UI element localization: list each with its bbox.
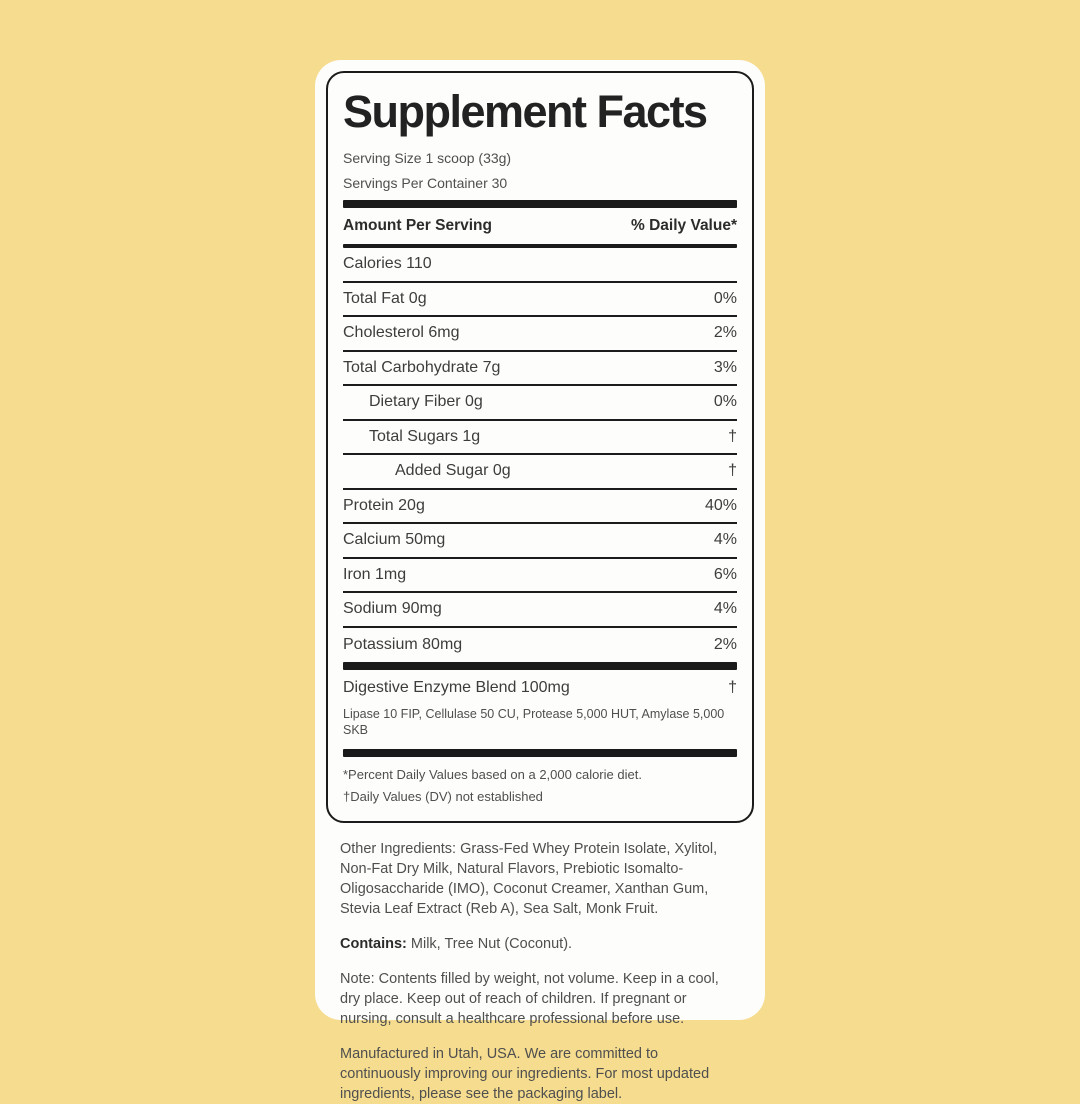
note-text: Note: Contents filled by weight, not volume. Keep in a cool, dry place. Keep out of reach of children. If pregnant or nursing, consult a healthcare professional before use. xyxy=(340,970,719,1027)
nutrient-daily-value: 4% xyxy=(713,531,737,549)
servings-per-container: Servings Per Container 30 xyxy=(343,175,508,191)
nutrient-row-calories xyxy=(343,248,737,283)
nutrient-name: Total Sugars 1g xyxy=(369,427,481,445)
nutrient-daily-value: 3% xyxy=(713,358,737,376)
nutrient-daily-value: 4% xyxy=(713,600,737,618)
nutrient-name: Calcium 50mg xyxy=(343,531,446,549)
nutrient-daily-value: 0% xyxy=(713,393,737,411)
nutrient-row-sodium xyxy=(343,593,737,628)
nutrient-row-protein xyxy=(343,490,737,525)
enzyme-blend-daily-value: † xyxy=(728,679,737,696)
nutrient-row-total-sugars xyxy=(343,421,737,456)
column-header-row xyxy=(343,208,737,244)
divider-thick-enzyme-bottom xyxy=(343,749,737,757)
footnote-dv-not-established: †Daily Values (DV) not established xyxy=(343,788,543,804)
nutrient-daily-value: 2% xyxy=(713,324,737,342)
supplement-facts-panel xyxy=(326,71,754,823)
enzyme-blend-details: Lipase 10 FIP, Cellulase 50 CU, Protease 5,000 HUT, Amylase 5,000 SKB xyxy=(343,707,725,738)
contains-line xyxy=(340,934,740,954)
nutrient-daily-value: 6% xyxy=(713,565,737,583)
nutrient-daily-value: 2% xyxy=(713,635,737,653)
nutrient-daily-value: † xyxy=(728,462,737,480)
serving-size: Serving Size 1 scoop (33g) xyxy=(343,150,512,166)
divider-thick-enzyme-top xyxy=(343,662,737,670)
nutrient-name: Iron 1mg xyxy=(343,565,407,583)
nutrient-row-calcium xyxy=(343,524,737,559)
footnotes xyxy=(343,757,737,804)
enzyme-blend-name: Digestive Enzyme Blend 100mg xyxy=(343,679,570,696)
contains-label: Contains: xyxy=(340,935,407,952)
nutrient-name: Sodium 90mg xyxy=(343,600,442,618)
nutrient-name: Potassium 80mg xyxy=(343,635,463,653)
nutrient-row-total-fat xyxy=(343,283,737,318)
footnote-percent-daily-value: *Percent Daily Values based on a 2,000 calorie diet. xyxy=(343,766,642,782)
label-bottom-section xyxy=(326,823,754,1104)
daily-value-label: % Daily Value* xyxy=(631,217,737,234)
nutrient-daily-value: 40% xyxy=(704,496,737,514)
nutrient-name: Total Fat 0g xyxy=(343,289,427,307)
nutrient-name: Protein 20g xyxy=(343,496,425,514)
nutrient-name: Dietary Fiber 0g xyxy=(369,393,483,411)
nutrient-daily-value: 0% xyxy=(713,289,737,307)
panel-title: Supplement Facts xyxy=(343,86,707,137)
nutrient-row-total-carbohydrate xyxy=(343,352,737,387)
nutrient-row-iron xyxy=(343,559,737,594)
amount-per-serving-label: Amount Per Serving xyxy=(343,217,492,234)
enzyme-blend-row xyxy=(343,670,737,706)
nutrient-row-potassium xyxy=(343,628,737,663)
contains-text: Milk, Tree Nut (Coconut). xyxy=(406,935,573,952)
manufactured-text: Manufactured in Utah, USA. We are committed to continuously improving our ingredients. For most updated ingredients, please see the packaging label. xyxy=(340,1045,710,1102)
nutrient-row-added-sugar xyxy=(343,455,737,490)
other-ingredients-text: Other Ingredients: Grass-Fed Whey Protein Isolate, Xylitol, Non-Fat Dry Milk, Natural Flavors, Prebiotic Isomalto-Oligosaccharide (IMO), Coconut Creamer, Xanthan Gum, Stevia Leaf Extract (Reb A), Sea Salt, Monk Fruit. xyxy=(340,840,718,917)
nutrient-row-cholesterol xyxy=(343,317,737,352)
divider-thick-top xyxy=(343,200,737,208)
nutrient-name: Total Carbohydrate 7g xyxy=(343,358,501,376)
nutrient-name: Calories 110 xyxy=(343,255,432,273)
nutrient-name: Added Sugar 0g xyxy=(395,462,511,480)
nutrient-rows xyxy=(343,248,737,662)
supplement-label-card xyxy=(315,60,765,1102)
nutrient-daily-value: † xyxy=(728,427,737,445)
nutrient-row-dietary-fiber xyxy=(343,386,737,421)
nutrient-name: Cholesterol 6mg xyxy=(343,324,460,342)
